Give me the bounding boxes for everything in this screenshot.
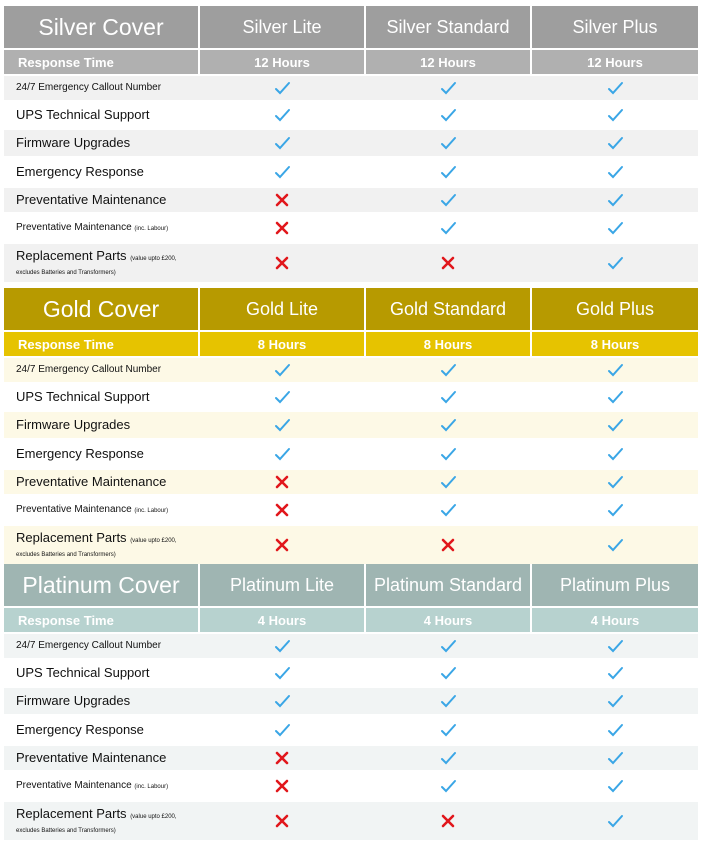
feature-label [4, 418, 198, 432]
feature-cell [200, 362, 364, 378]
feature-cell [200, 389, 364, 405]
feature-label [4, 136, 198, 150]
feature-cell [532, 362, 698, 378]
check-icon [606, 778, 624, 794]
feature-row [4, 130, 698, 156]
feature-cell [366, 502, 530, 518]
feature-note-2: excludes Batteries and Transformers) [16, 552, 116, 558]
response-time-value: 12 Hours [366, 50, 530, 74]
check-icon [606, 638, 624, 654]
feature-cell [200, 107, 364, 123]
check-icon [273, 135, 291, 151]
plan-header-3: Gold Plus [532, 288, 698, 330]
check-icon [606, 750, 624, 766]
cross-icon [273, 192, 291, 208]
feature-cell [200, 446, 364, 462]
response-time-value: 4 Hours [200, 608, 364, 632]
check-icon [273, 417, 291, 433]
feature-cell [200, 665, 364, 681]
feature-row [4, 102, 698, 128]
feature-cell [200, 813, 364, 829]
feature-cell [532, 446, 698, 462]
feature-cell [366, 80, 530, 96]
feature-name: Replacement Parts [16, 248, 127, 264]
check-icon [606, 362, 624, 378]
cover-title: Gold Cover [4, 288, 198, 330]
feature-label [4, 365, 198, 376]
response-time-row [4, 50, 698, 74]
check-icon [439, 80, 457, 96]
feature-row [4, 802, 698, 840]
feature-row [4, 716, 698, 744]
feature-cell [532, 474, 698, 490]
feature-cell [366, 417, 530, 433]
feature-label [4, 505, 198, 516]
feature-cell [532, 722, 698, 738]
feature-name: Preventative Maintenance [16, 750, 167, 766]
feature-cell [366, 750, 530, 766]
check-icon [606, 255, 624, 271]
check-icon [439, 164, 457, 180]
response-time-label: Response Time [4, 608, 198, 632]
feature-row [4, 244, 698, 282]
check-icon [273, 164, 291, 180]
feature-cell [532, 220, 698, 236]
feature-cell [200, 750, 364, 766]
response-time-value: 12 Hours [532, 50, 698, 74]
check-icon [273, 362, 291, 378]
feature-cell [200, 220, 364, 236]
plan-header-3: Silver Plus [532, 6, 698, 48]
plan-header-3: Platinum Plus [532, 564, 698, 606]
cross-icon [273, 502, 291, 518]
feature-note: (value upto £200, [130, 538, 177, 545]
feature-cell [366, 220, 530, 236]
feature-label [4, 751, 198, 765]
feature-cell [366, 638, 530, 654]
feature-cell [366, 693, 530, 709]
check-icon [439, 638, 457, 654]
feature-cell [366, 665, 530, 681]
plan-header-2: Gold Standard [366, 288, 530, 330]
feature-note: (value upto £200, [130, 814, 177, 821]
check-icon [273, 638, 291, 654]
check-icon [606, 417, 624, 433]
feature-row [4, 384, 698, 410]
plan-header-1: Platinum Lite [200, 564, 364, 606]
feature-cell [366, 446, 530, 462]
feature-name: Preventative Maintenance [16, 503, 132, 515]
platinum-cover-section [4, 564, 698, 840]
check-icon [606, 107, 624, 123]
check-icon [439, 389, 457, 405]
feature-label [4, 781, 198, 792]
feature-label [4, 807, 198, 834]
check-icon [606, 164, 624, 180]
check-icon [439, 693, 457, 709]
feature-label [4, 165, 198, 179]
cross-icon [439, 255, 457, 271]
plan-header-1: Gold Lite [200, 288, 364, 330]
feature-name: 24/7 Emergency Callout Number [16, 639, 162, 651]
gold-header-row [4, 288, 698, 330]
feature-cell [200, 192, 364, 208]
feature-cell [200, 80, 364, 96]
check-icon [439, 220, 457, 236]
feature-cell [366, 474, 530, 490]
gold-cover-section [4, 288, 698, 564]
feature-cell [200, 537, 364, 553]
check-icon [606, 389, 624, 405]
response-time-value: 4 Hours [532, 608, 698, 632]
check-icon [606, 813, 624, 829]
feature-name: UPS Technical Support [16, 665, 150, 681]
cover-title: Silver Cover [4, 6, 198, 48]
response-time-label: Response Time [4, 50, 198, 74]
feature-note: (inc. Labour) [134, 783, 169, 790]
feature-row [4, 158, 698, 186]
feature-label [4, 223, 198, 234]
silver-header-row [4, 6, 698, 48]
feature-label [4, 390, 198, 404]
cross-icon [439, 537, 457, 553]
check-icon [606, 665, 624, 681]
check-icon [273, 693, 291, 709]
feature-cell [366, 164, 530, 180]
feature-name: 24/7 Emergency Callout Number [16, 363, 162, 375]
feature-row [4, 496, 698, 524]
feature-label [4, 723, 198, 737]
feature-row [4, 688, 698, 714]
feature-name: Replacement Parts [16, 806, 127, 822]
feature-cell [366, 722, 530, 738]
feature-row [4, 188, 698, 212]
plan-header-1: Silver Lite [200, 6, 364, 48]
feature-name: Preventative Maintenance [16, 221, 132, 233]
feature-cell [532, 502, 698, 518]
feature-cell [532, 750, 698, 766]
feature-note: (inc. Labour) [134, 507, 169, 514]
silver-cover-section [4, 6, 698, 282]
feature-name: 24/7 Emergency Callout Number [16, 81, 162, 93]
check-icon [439, 192, 457, 208]
check-icon [439, 778, 457, 794]
feature-cell [200, 693, 364, 709]
feature-cell [532, 255, 698, 271]
feature-note: (value upto £200, [130, 256, 177, 263]
platinum-header-row [4, 564, 698, 606]
response-time-row [4, 608, 698, 632]
check-icon [606, 135, 624, 151]
feature-name: UPS Technical Support [16, 389, 150, 405]
feature-cell [532, 693, 698, 709]
feature-cell [532, 80, 698, 96]
feature-label [4, 531, 198, 558]
plan-header-2: Platinum Standard [366, 564, 530, 606]
cover-title: Platinum Cover [4, 564, 198, 606]
feature-name: Firmware Upgrades [16, 417, 131, 433]
check-icon [439, 722, 457, 738]
feature-row [4, 772, 698, 800]
feature-cell [532, 778, 698, 794]
feature-row [4, 746, 698, 770]
feature-name: Replacement Parts [16, 530, 127, 546]
feature-cell [532, 813, 698, 829]
feature-cell [200, 417, 364, 433]
feature-row [4, 660, 698, 686]
feature-name: Preventative Maintenance [16, 779, 132, 791]
feature-cell [366, 389, 530, 405]
check-icon [439, 362, 457, 378]
feature-row [4, 412, 698, 438]
feature-label [4, 193, 198, 207]
feature-name: Emergency Response [16, 164, 144, 180]
feature-label [4, 694, 198, 708]
check-icon [606, 693, 624, 709]
check-icon [606, 537, 624, 553]
feature-label [4, 108, 198, 122]
feature-name: Emergency Response [16, 446, 144, 462]
cross-icon [439, 813, 457, 829]
response-time-value: 12 Hours [200, 50, 364, 74]
feature-cell [366, 107, 530, 123]
check-icon [606, 502, 624, 518]
cross-icon [273, 255, 291, 271]
check-icon [273, 389, 291, 405]
check-icon [273, 80, 291, 96]
check-icon [273, 107, 291, 123]
check-icon [439, 750, 457, 766]
feature-cell [532, 192, 698, 208]
feature-name: Preventative Maintenance [16, 474, 167, 490]
feature-cell [366, 813, 530, 829]
feature-label [4, 641, 198, 652]
feature-label [4, 83, 198, 94]
feature-cell [366, 255, 530, 271]
feature-cell [200, 502, 364, 518]
check-icon [439, 474, 457, 490]
plan-header-2: Silver Standard [366, 6, 530, 48]
feature-cell [200, 255, 364, 271]
feature-row [4, 440, 698, 468]
response-time-value: 8 Hours [200, 332, 364, 356]
feature-name: Firmware Upgrades [16, 693, 131, 709]
feature-cell [532, 107, 698, 123]
feature-cell [200, 164, 364, 180]
feature-row [4, 76, 698, 100]
feature-note-2: excludes Batteries and Transformers) [16, 270, 116, 276]
feature-cell [366, 778, 530, 794]
feature-name: Firmware Upgrades [16, 135, 131, 151]
feature-cell [532, 389, 698, 405]
feature-note-2: excludes Batteries and Transformers) [16, 828, 116, 834]
check-icon [439, 417, 457, 433]
feature-cell [200, 778, 364, 794]
response-time-row [4, 332, 698, 356]
feature-cell [532, 638, 698, 654]
feature-note: (inc. Labour) [134, 225, 169, 232]
feature-label [4, 249, 198, 276]
feature-name: UPS Technical Support [16, 107, 150, 123]
feature-cell [532, 665, 698, 681]
feature-row [4, 634, 698, 658]
feature-name: Preventative Maintenance [16, 192, 167, 208]
feature-cell [366, 362, 530, 378]
check-icon [439, 502, 457, 518]
check-icon [606, 722, 624, 738]
feature-cell [532, 537, 698, 553]
cross-icon [273, 537, 291, 553]
check-icon [439, 665, 457, 681]
check-icon [606, 446, 624, 462]
feature-row [4, 470, 698, 494]
cross-icon [273, 220, 291, 236]
check-icon [606, 220, 624, 236]
feature-name: Emergency Response [16, 722, 144, 738]
check-icon [439, 135, 457, 151]
check-icon [273, 722, 291, 738]
check-icon [273, 446, 291, 462]
feature-row [4, 214, 698, 242]
cross-icon [273, 813, 291, 829]
feature-cell [532, 417, 698, 433]
check-icon [606, 474, 624, 490]
check-icon [439, 107, 457, 123]
feature-label [4, 666, 198, 680]
feature-label [4, 475, 198, 489]
cross-icon [273, 778, 291, 794]
check-icon [273, 665, 291, 681]
feature-cell [366, 537, 530, 553]
feature-label [4, 447, 198, 461]
check-icon [606, 80, 624, 96]
response-time-value: 8 Hours [366, 332, 530, 356]
feature-cell [532, 164, 698, 180]
response-time-value: 4 Hours [366, 608, 530, 632]
cross-icon [273, 474, 291, 490]
feature-cell [532, 135, 698, 151]
feature-cell [366, 135, 530, 151]
feature-cell [200, 135, 364, 151]
feature-cell [200, 638, 364, 654]
feature-row [4, 358, 698, 382]
feature-cell [200, 474, 364, 490]
feature-cell [366, 192, 530, 208]
feature-cell [200, 722, 364, 738]
check-icon [606, 192, 624, 208]
feature-row [4, 526, 698, 564]
response-time-label: Response Time [4, 332, 198, 356]
check-icon [439, 446, 457, 462]
response-time-value: 8 Hours [532, 332, 698, 356]
cross-icon [273, 750, 291, 766]
